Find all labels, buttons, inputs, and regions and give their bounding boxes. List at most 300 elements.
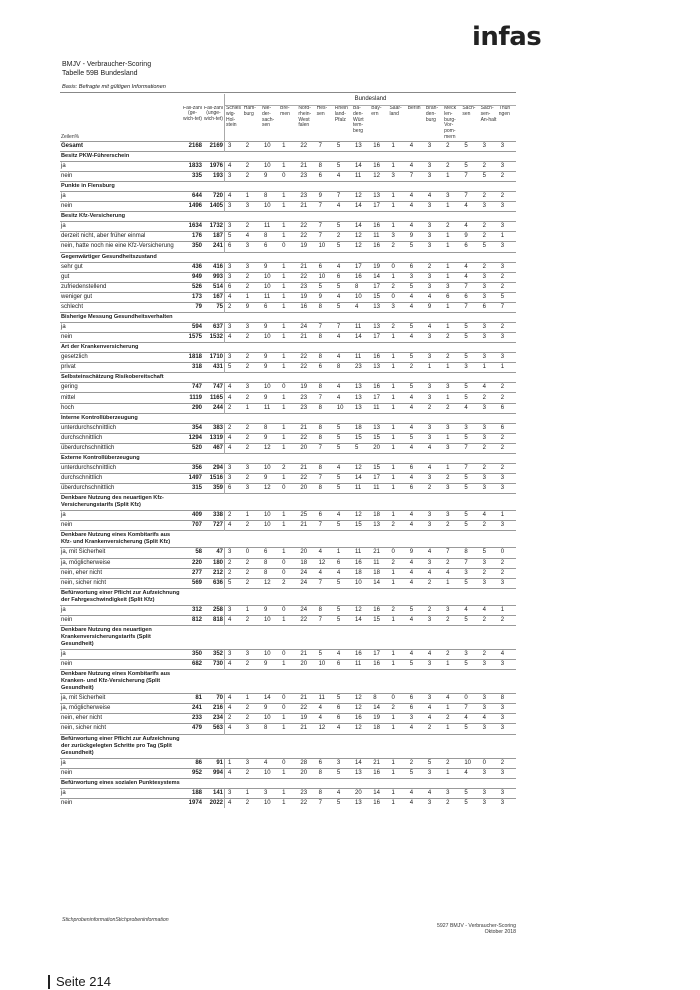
cell-value: 5 [334, 694, 352, 704]
table-row [60, 474, 516, 484]
cell-value: 1 [443, 242, 461, 252]
cell-value: 2 [225, 403, 243, 413]
cell-value: 9 [261, 353, 279, 363]
cell-value: 17 [370, 202, 388, 212]
cell-value: 8 [498, 694, 516, 704]
cell-value: 2 [243, 433, 261, 443]
cell-value: 2 [279, 578, 297, 588]
cell-value: 12 [316, 724, 334, 734]
unweighted-count: 1732 [203, 222, 225, 232]
cell-value: 3 [425, 171, 443, 181]
cell-value: 1 [243, 694, 261, 704]
weighted-count: 318 [182, 363, 203, 373]
cell-value: 1 [279, 262, 297, 272]
cell-value: 6 [480, 302, 498, 312]
section-header-row [60, 453, 516, 463]
cell-value: 10 [461, 758, 479, 768]
cell-value: 1 [243, 788, 261, 798]
cell-value: 3 [225, 649, 243, 659]
cell-value: 6 [225, 484, 243, 494]
cell-value: 1 [279, 511, 297, 521]
cell-value: 1 [279, 403, 297, 413]
cell-value: 3 [243, 383, 261, 393]
cell-value: 16 [352, 272, 370, 282]
cell-value: 4 [334, 262, 352, 272]
row-label: nein [60, 660, 182, 670]
section-header-row [60, 778, 516, 788]
row-label: nein, hatte noch nie eine Kfz-Versicherung [60, 242, 182, 252]
cell-value: 18 [370, 568, 388, 578]
unweighted-count: 1516 [203, 474, 225, 484]
cell-value: 2 [498, 615, 516, 625]
cell-value: 4 [425, 463, 443, 473]
cell-value: 0 [243, 548, 261, 558]
cell-value: 3 [443, 788, 461, 798]
cell-value: 2 [498, 192, 516, 202]
cell-value: 13 [352, 383, 370, 393]
cell-value: 2 [443, 161, 461, 171]
cell-value: 2 [225, 714, 243, 724]
table-row [60, 605, 516, 615]
zeilen-label: Zeilen% [61, 133, 80, 140]
cell-value: 11 [261, 403, 279, 413]
table-row [60, 443, 516, 453]
cell-value: 4 [352, 302, 370, 312]
cell-value: 18 [370, 511, 388, 521]
cell-value: 9 [461, 232, 479, 242]
cell-value: 16 [370, 353, 388, 363]
cell-value: 6 [407, 463, 425, 473]
cell-value: 3 [498, 242, 516, 252]
cell-value: 5 [407, 282, 425, 292]
row-label: mittel [60, 393, 182, 403]
cell-value: 19 [370, 262, 388, 272]
weighted-count: 526 [182, 282, 203, 292]
cell-value: 3 [498, 768, 516, 778]
cell-value: 4 [425, 788, 443, 798]
cell-value: 4 [243, 232, 261, 242]
cell-value: 4 [334, 333, 352, 343]
table-row [60, 302, 516, 312]
row-label: ja, möglicherweise [60, 704, 182, 714]
cell-value: 21 [297, 333, 315, 343]
cell-value: 4 [407, 423, 425, 433]
cell-value: 5 [334, 423, 352, 433]
cell-value: 16 [370, 242, 388, 252]
cell-value: 3 [425, 141, 443, 151]
section-header-row [60, 252, 516, 262]
cell-value: 8 [316, 605, 334, 615]
cell-value: 3 [425, 353, 443, 363]
cell-value: 2 [480, 521, 498, 531]
cell-value: 8 [334, 363, 352, 373]
cell-value: 4 [334, 724, 352, 734]
section-title: Punkte in Flensburg [60, 182, 182, 192]
cell-value: 1 [443, 768, 461, 778]
table-row [60, 423, 516, 433]
cell-value: 21 [370, 758, 388, 768]
table-row [60, 568, 516, 578]
cell-value: 2 [388, 558, 406, 568]
cell-value: 3 [480, 660, 498, 670]
column-header: Sach-sen-An-halt [480, 105, 497, 123]
cell-value: 5 [407, 353, 425, 363]
cell-value: 8 [261, 192, 279, 202]
weighted-count: 290 [182, 403, 203, 413]
row-label: nein, eher nicht [60, 714, 182, 724]
cell-value: 22 [297, 232, 315, 242]
row-label: ja, mit Sicherheit [60, 694, 182, 704]
section-header-row [60, 212, 516, 222]
column-header: Bay-ern [371, 105, 382, 117]
cell-value: 2 [443, 558, 461, 568]
cell-value: 4 [407, 578, 425, 588]
cell-value: 6 [498, 423, 516, 433]
table-row [60, 393, 516, 403]
cell-value: 1 [388, 443, 406, 453]
cell-value: 10 [261, 333, 279, 343]
cell-value: 0 [279, 649, 297, 659]
table-row [60, 484, 516, 494]
cell-value: 3 [225, 548, 243, 558]
cell-value: 1 [279, 161, 297, 171]
row-label: ja [60, 161, 182, 171]
row-label: ja [60, 222, 182, 232]
cell-value: 1 [388, 511, 406, 521]
unweighted-count: 1976 [203, 161, 225, 171]
cell-value: 4 [225, 192, 243, 202]
cell-value: 5 [461, 724, 479, 734]
cell-value: 1 [243, 605, 261, 615]
weighted-count: 952 [182, 768, 203, 778]
cell-value: 4 [225, 724, 243, 734]
cell-value: 3 [225, 605, 243, 615]
cell-value: 4 [407, 222, 425, 232]
cell-value: 4 [407, 474, 425, 484]
cell-value: 10 [261, 463, 279, 473]
cell-value: 3 [243, 242, 261, 252]
weighted-count: 747 [182, 383, 203, 393]
row-label: ja [60, 758, 182, 768]
section-title: Externe Kontrollüberzeugung [60, 453, 182, 463]
table-row [60, 323, 516, 333]
cell-value: 0 [388, 292, 406, 302]
cell-value: 4 [461, 202, 479, 212]
cell-value: 3 [480, 798, 498, 808]
cell-value: 5 [316, 282, 334, 292]
column-header: Rhein land-Pfalz [334, 105, 348, 123]
cell-value: 5 [461, 511, 479, 521]
cell-value: 1 [388, 568, 406, 578]
unweighted-count: 167 [203, 292, 225, 302]
table-row [60, 171, 516, 181]
column-header: Nord-rhein-West falen [298, 105, 312, 129]
cell-value: 2 [388, 323, 406, 333]
cell-value: 13 [370, 323, 388, 333]
cell-value: 1 [225, 758, 243, 768]
cell-value: 2 [443, 798, 461, 808]
weighted-count: 176 [182, 232, 203, 242]
cell-value: 4 [425, 649, 443, 659]
section-header-row [60, 670, 516, 694]
row-label: ja [60, 511, 182, 521]
cell-value: 2 [243, 474, 261, 484]
cell-value: 2 [334, 232, 352, 242]
cell-value: 4 [443, 694, 461, 704]
cell-value: 2 [443, 649, 461, 659]
table-row [60, 511, 516, 521]
cell-value: 16 [370, 798, 388, 808]
cell-value: 1 [334, 548, 352, 558]
row-label: ja, möglicherweise [60, 558, 182, 568]
cell-value: 8 [261, 232, 279, 242]
cell-value: 4 [425, 292, 443, 302]
weighted-count: 350 [182, 649, 203, 659]
weighted-count: 335 [182, 171, 203, 181]
cell-value: 5 [334, 302, 352, 312]
cell-value: 8 [370, 694, 388, 704]
cell-value: 2 [243, 558, 261, 568]
cell-value: 7 [461, 302, 479, 312]
cell-value: 1 [388, 649, 406, 659]
cell-value: 1 [388, 474, 406, 484]
cell-value: 2 [498, 323, 516, 333]
weighted-count: 479 [182, 724, 203, 734]
cell-value: 12 [352, 242, 370, 252]
cell-value: 2 [243, 222, 261, 232]
cell-value: 21 [370, 548, 388, 558]
cell-value: 4 [225, 383, 243, 393]
table-row [60, 714, 516, 724]
weighted-count: 644 [182, 192, 203, 202]
cell-value: 3 [388, 302, 406, 312]
cell-value: 2 [443, 222, 461, 232]
cell-value: 3 [443, 423, 461, 433]
cell-value: 21 [297, 161, 315, 171]
cell-value: 9 [243, 302, 261, 312]
unweighted-count: 431 [203, 363, 225, 373]
row-label: ja [60, 323, 182, 333]
table-row [60, 615, 516, 625]
section-title: Besitz PKW-Führerschein [60, 151, 182, 161]
cell-value: 6 [261, 302, 279, 312]
cell-value: 2 [225, 302, 243, 312]
table-row [60, 660, 516, 670]
cell-value: 1 [388, 578, 406, 588]
cell-value: 10 [261, 615, 279, 625]
section-header-row [60, 494, 516, 511]
cell-value: 3 [243, 463, 261, 473]
cell-value: 3 [498, 714, 516, 724]
cell-value: 4 [334, 511, 352, 521]
cell-value: 4 [461, 222, 479, 232]
cell-value: 15 [352, 433, 370, 443]
cell-value: 1 [388, 272, 406, 282]
cell-value: 0 [279, 568, 297, 578]
cell-value: 19 [297, 292, 315, 302]
cell-value: 1 [443, 232, 461, 242]
cell-value: 4 [225, 292, 243, 302]
cell-value: 10 [261, 768, 279, 778]
cell-value: 3 [443, 383, 461, 393]
table-row [60, 788, 516, 798]
cell-value: 5 [334, 798, 352, 808]
cell-value: 5 [225, 578, 243, 588]
cell-value: 10 [316, 660, 334, 670]
cell-value: 22 [297, 272, 315, 282]
cell-value: 1 [279, 353, 297, 363]
cell-value: 2 [243, 660, 261, 670]
cell-value: 12 [370, 171, 388, 181]
row-label: Gesamt [60, 141, 182, 151]
cell-value: 3 [480, 724, 498, 734]
cell-value: 6 [498, 403, 516, 413]
unweighted-count: 258 [203, 605, 225, 615]
cell-value: 0 [279, 758, 297, 768]
table-row [60, 694, 516, 704]
row-label: durchschnittlich [60, 474, 182, 484]
cell-value: 3 [480, 578, 498, 588]
cell-value: 2 [480, 232, 498, 242]
cell-value: 21 [297, 521, 315, 531]
footer-date: Oktober 2018 [484, 929, 516, 936]
unweighted-count: 2169 [203, 141, 225, 151]
cell-value: 10 [261, 272, 279, 282]
cell-value: 0 [279, 605, 297, 615]
cell-value: 3 [498, 521, 516, 531]
cell-value: 3 [498, 474, 516, 484]
cell-value: 4 [461, 768, 479, 778]
cell-value: 3 [498, 704, 516, 714]
cell-value: 4 [225, 521, 243, 531]
cell-value: 8 [316, 768, 334, 778]
cell-value: 7 [316, 141, 334, 151]
cell-value: 1 [388, 393, 406, 403]
weighted-count: 315 [182, 484, 203, 494]
cell-value: 6 [225, 282, 243, 292]
cell-value: 5 [334, 222, 352, 232]
row-label: ja [60, 605, 182, 615]
cell-value: 12 [352, 463, 370, 473]
table-row [60, 272, 516, 282]
cell-value: 5 [334, 433, 352, 443]
cell-value: 2 [407, 363, 425, 373]
divider [60, 92, 516, 93]
cell-value: 11 [352, 171, 370, 181]
table-row [60, 403, 516, 413]
cell-value: 20 [297, 484, 315, 494]
table-title: Tabelle 59B Bundesland [62, 70, 138, 77]
cell-value: 9 [407, 548, 425, 558]
cell-value: 10 [261, 714, 279, 724]
weighted-count: 949 [182, 272, 203, 282]
cell-value: 4 [425, 714, 443, 724]
cell-value: 4 [407, 615, 425, 625]
cell-value: 1 [279, 798, 297, 808]
cell-value: 1 [388, 788, 406, 798]
cell-value: 23 [297, 788, 315, 798]
cell-value: 17 [370, 649, 388, 659]
unweighted-count: 216 [203, 704, 225, 714]
cell-value: 2 [243, 171, 261, 181]
cell-value: 4 [225, 694, 243, 704]
unweighted-count: 352 [203, 649, 225, 659]
cell-value: 22 [297, 615, 315, 625]
cell-value: 12 [261, 484, 279, 494]
cell-value: 3 [480, 484, 498, 494]
cell-value: 4 [334, 171, 352, 181]
cell-value: 22 [297, 141, 315, 151]
cell-value: 16 [370, 161, 388, 171]
unweighted-count: 141 [203, 788, 225, 798]
cell-value: 3 [425, 511, 443, 521]
cell-value: 10 [261, 521, 279, 531]
table-row [60, 333, 516, 343]
weighted-count: 707 [182, 521, 203, 531]
cell-value: 9 [261, 704, 279, 714]
cell-value: 4 [316, 568, 334, 578]
cell-value: 2 [243, 704, 261, 714]
section-title: Denkbare Nutzung des neuartigen Kfz-Versicherungstarifs (Split Kfz) [60, 494, 182, 511]
cell-value: 2 [425, 403, 443, 413]
cell-value: 3 [498, 333, 516, 343]
cell-value: 20 [297, 443, 315, 453]
cell-value: 2 [480, 393, 498, 403]
cell-value: 8 [316, 383, 334, 393]
cell-value: 1 [388, 463, 406, 473]
cell-value: 3 [425, 615, 443, 625]
cell-value: 3 [443, 192, 461, 202]
cell-value: 7 [316, 323, 334, 333]
cell-value: 1 [388, 615, 406, 625]
cell-value: 10 [316, 272, 334, 282]
cell-value: 8 [316, 484, 334, 494]
cell-value: 3 [498, 353, 516, 363]
cell-value: 3 [407, 272, 425, 282]
cell-value: 2 [243, 443, 261, 453]
cell-value: 14 [370, 578, 388, 588]
cell-value: 7 [316, 474, 334, 484]
unweighted-count: 47 [203, 548, 225, 558]
cell-value: 1 [443, 463, 461, 473]
cell-value: 3 [225, 262, 243, 272]
cell-value: 2 [407, 758, 425, 768]
row-label: nein [60, 768, 182, 778]
cell-value: 16 [370, 660, 388, 670]
cell-value: 8 [316, 353, 334, 363]
cell-value: 16 [297, 302, 315, 312]
cell-value: 7 [316, 615, 334, 625]
cell-value: 1 [279, 141, 297, 151]
cell-value: 1 [388, 202, 406, 212]
cell-value: 11 [370, 558, 388, 568]
cell-value: 4 [225, 660, 243, 670]
weighted-count: 79 [182, 302, 203, 312]
section-header-row [60, 734, 516, 758]
cell-value: 0 [279, 171, 297, 181]
cell-value: 3 [225, 353, 243, 363]
cell-value: 3 [225, 272, 243, 282]
table-row [60, 383, 516, 393]
cell-value: 3 [243, 758, 261, 768]
unweighted-count: 383 [203, 423, 225, 433]
cell-value: 7 [334, 323, 352, 333]
section-header-row [60, 413, 516, 423]
cell-value: 5 [334, 141, 352, 151]
row-label: zufriedenstellend [60, 282, 182, 292]
cell-value: 7 [443, 548, 461, 558]
cell-value: 11 [370, 484, 388, 494]
